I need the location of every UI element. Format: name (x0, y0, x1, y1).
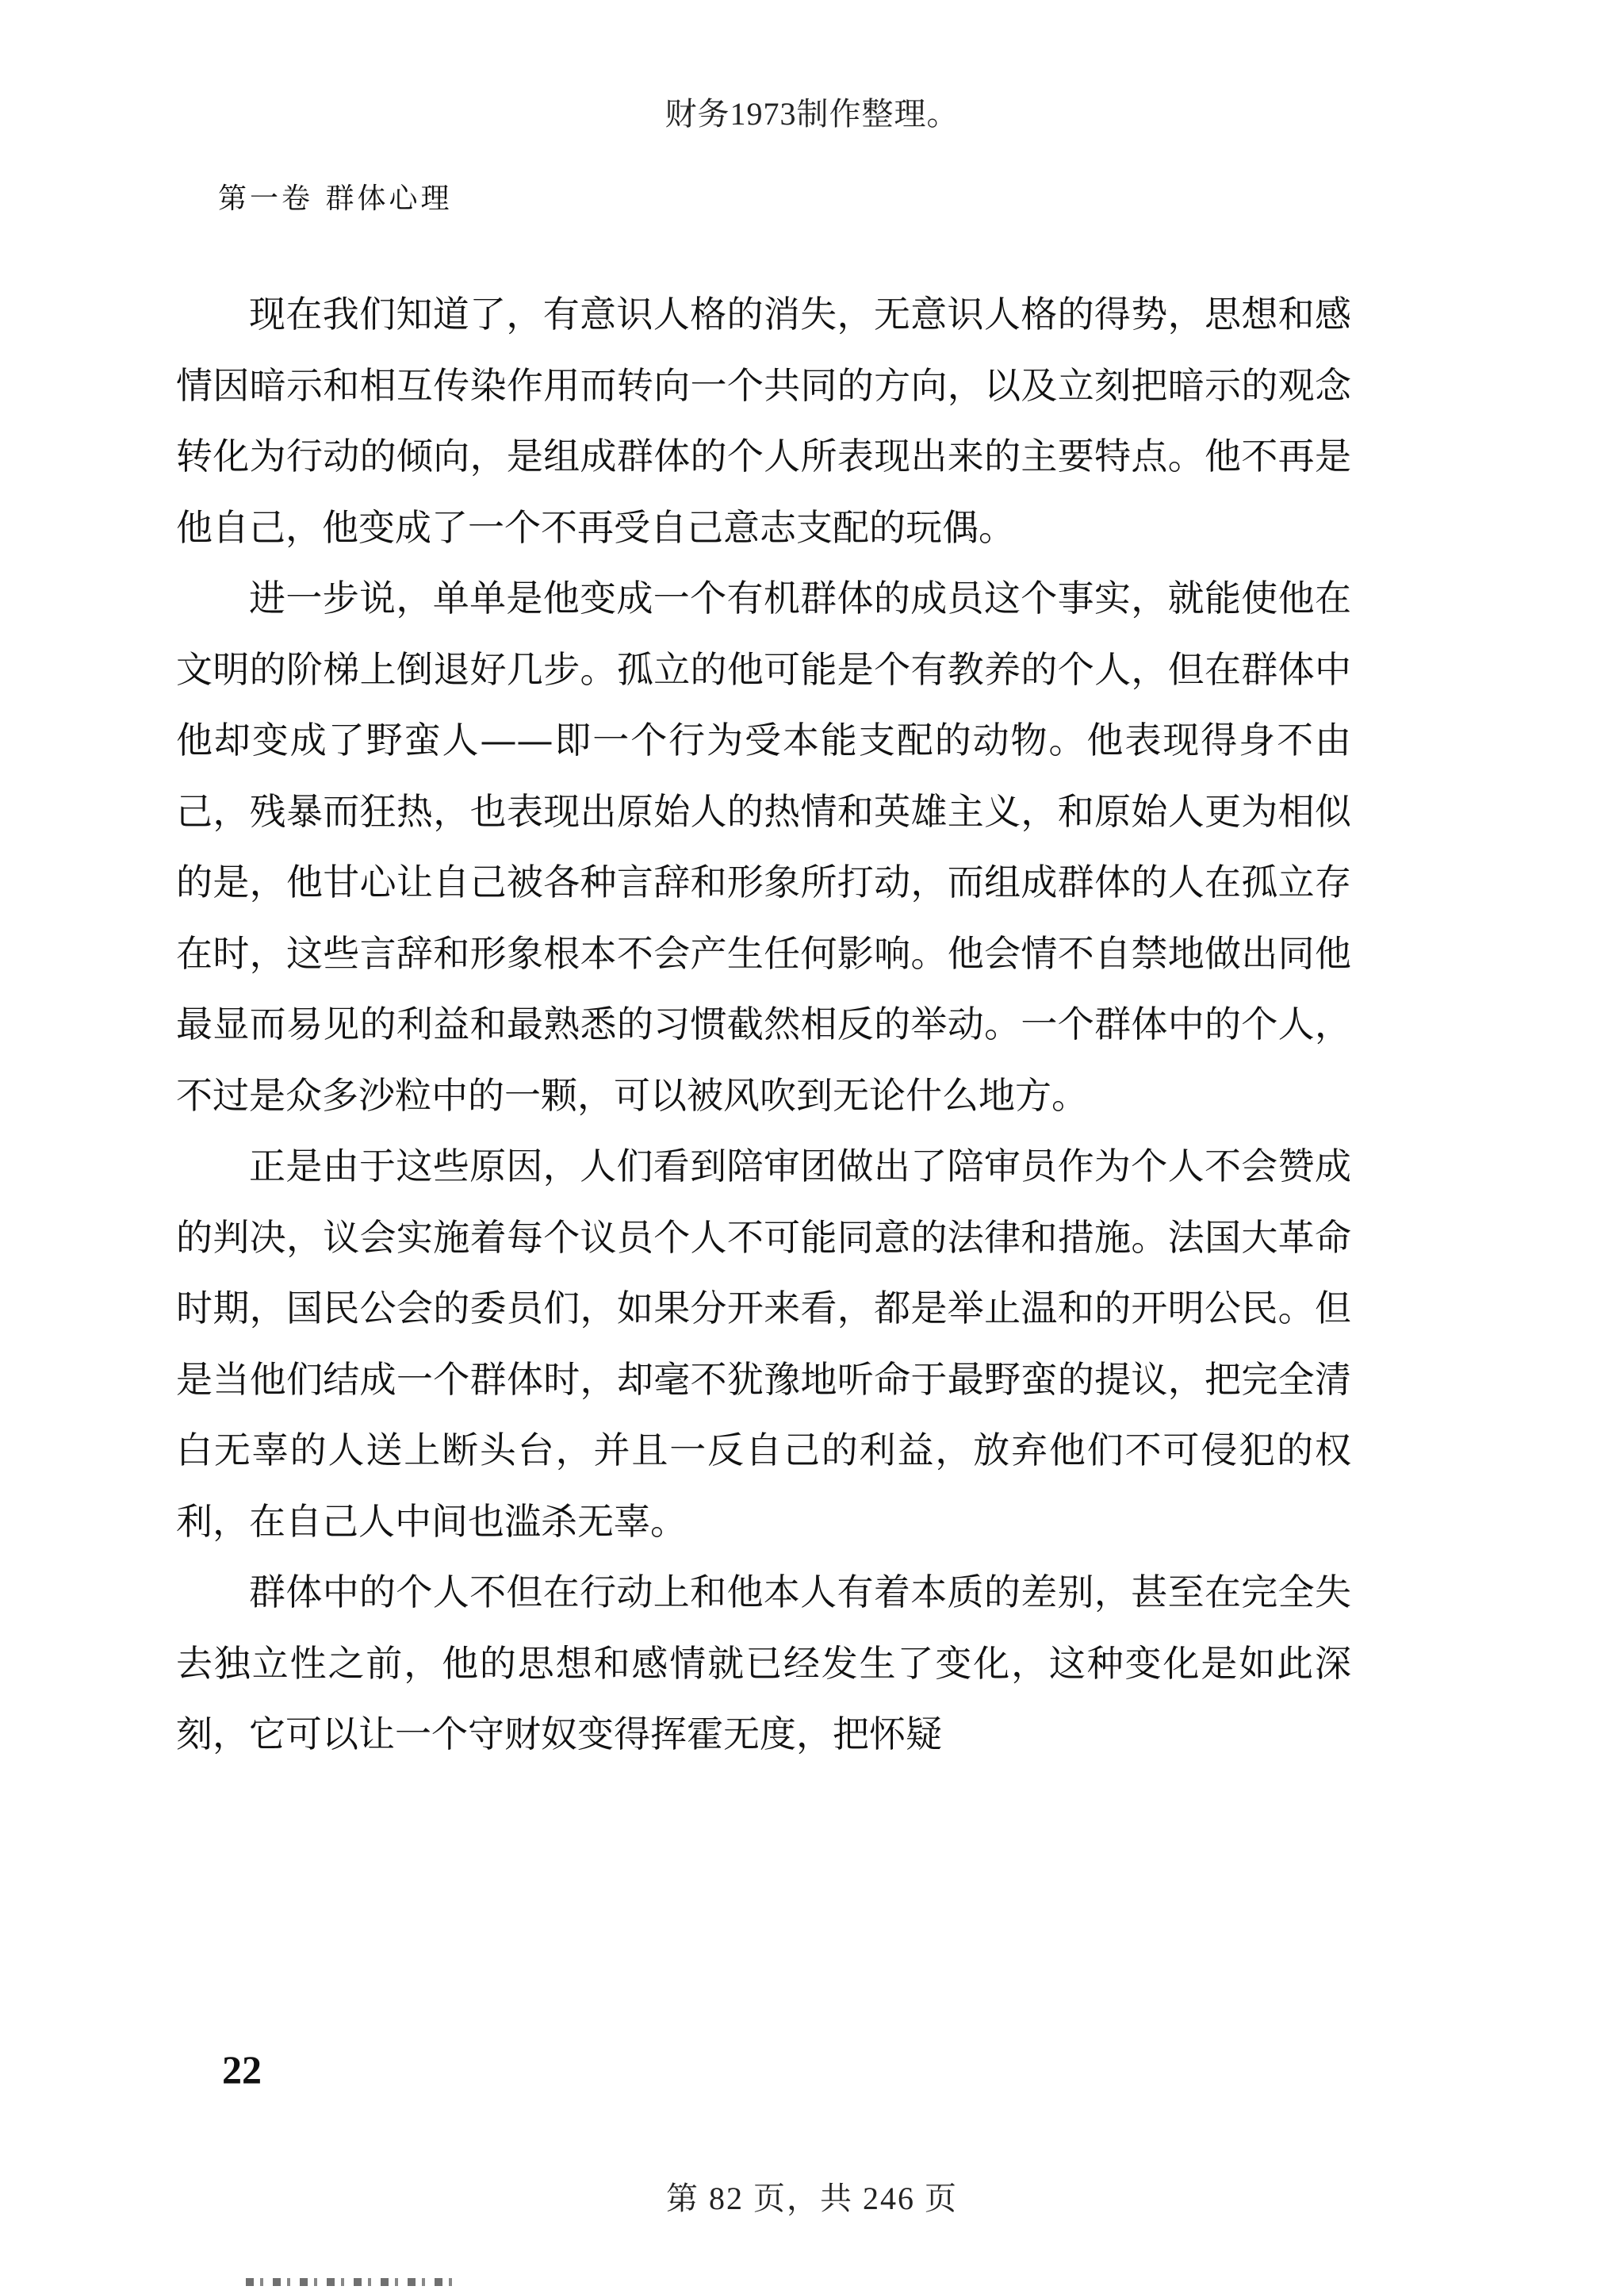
paragraph-1: 现在我们知道了，有意识人格的消失，无意识人格的得势，思想和感情因暗示和相互传染作用而转向一个共同的方向，以及立刻把暗示的观念转化为行动的倾向，是组成群体的个人所表现出来的主要特点。他不再是他自己，他变成了一个不再受自己意志支配的玩偶。 (176, 293, 1351, 549)
page-number: 22 (222, 2047, 262, 2092)
chapter-header: 第一卷 群体心理 (218, 182, 453, 215)
paragraph-4: 群体中的个人不但在行动上和他本人有着本质的差别，甚至在完全失去独立性之前，他的思想和感情就已经发生了变化，这种变化是如此深刻，它可以让一个守财奴变得挥霍无度，把怀疑 (176, 1571, 1351, 1755)
watermark-text: 财务1973制作整理。 (665, 96, 959, 132)
body-text (176, 279, 1351, 1770)
scan-artifact (246, 2278, 452, 2286)
paragraph-2: 进一步说，单单是他变成一个有机群体的成员这个事实，就能使他在文明的阶梯上倒退好几步。孤立的他可能是个有教养的个人，但在群体中他却变成了野蛮人——即一个行为受本能支配的动物。他表现得身不由己，残暴而狂热，也表现出原始人的热情和英雄主义，和原始人更为相似的是，他甘心让自己被各种言辞和形象所打动，而组成群体的人在孤立存在时，这些言辞和形象根本不会产生任何影响。他会情不自禁地做出同他最显而易见的利益和最熟悉的习惯截然相反的举动。一个群体中的个人，不过是众多沙粒中的一颗，可以被风吹到无论什么地方。 (176, 577, 1351, 1117)
page-footer: 第 82 页，共 246 页 (666, 2181, 958, 2216)
paragraph-3: 正是由于这些原因，人们看到陪审团做出了陪审员作为个人不会赞成的判决，议会实施着每个议员个人不可能同意的法律和措施。法国大革命时期，国民公会的委员们，如果分开来看，都是举止温和的开明公民。但是当他们结成一个群体时，却毫不犹豫地听命于最野蛮的提议，把完全清白无辜的人送上断头台，并且一反自己的利益，放弃他们不可侵犯的权利，在自己人中间也滥杀无辜。 (176, 1145, 1351, 1543)
